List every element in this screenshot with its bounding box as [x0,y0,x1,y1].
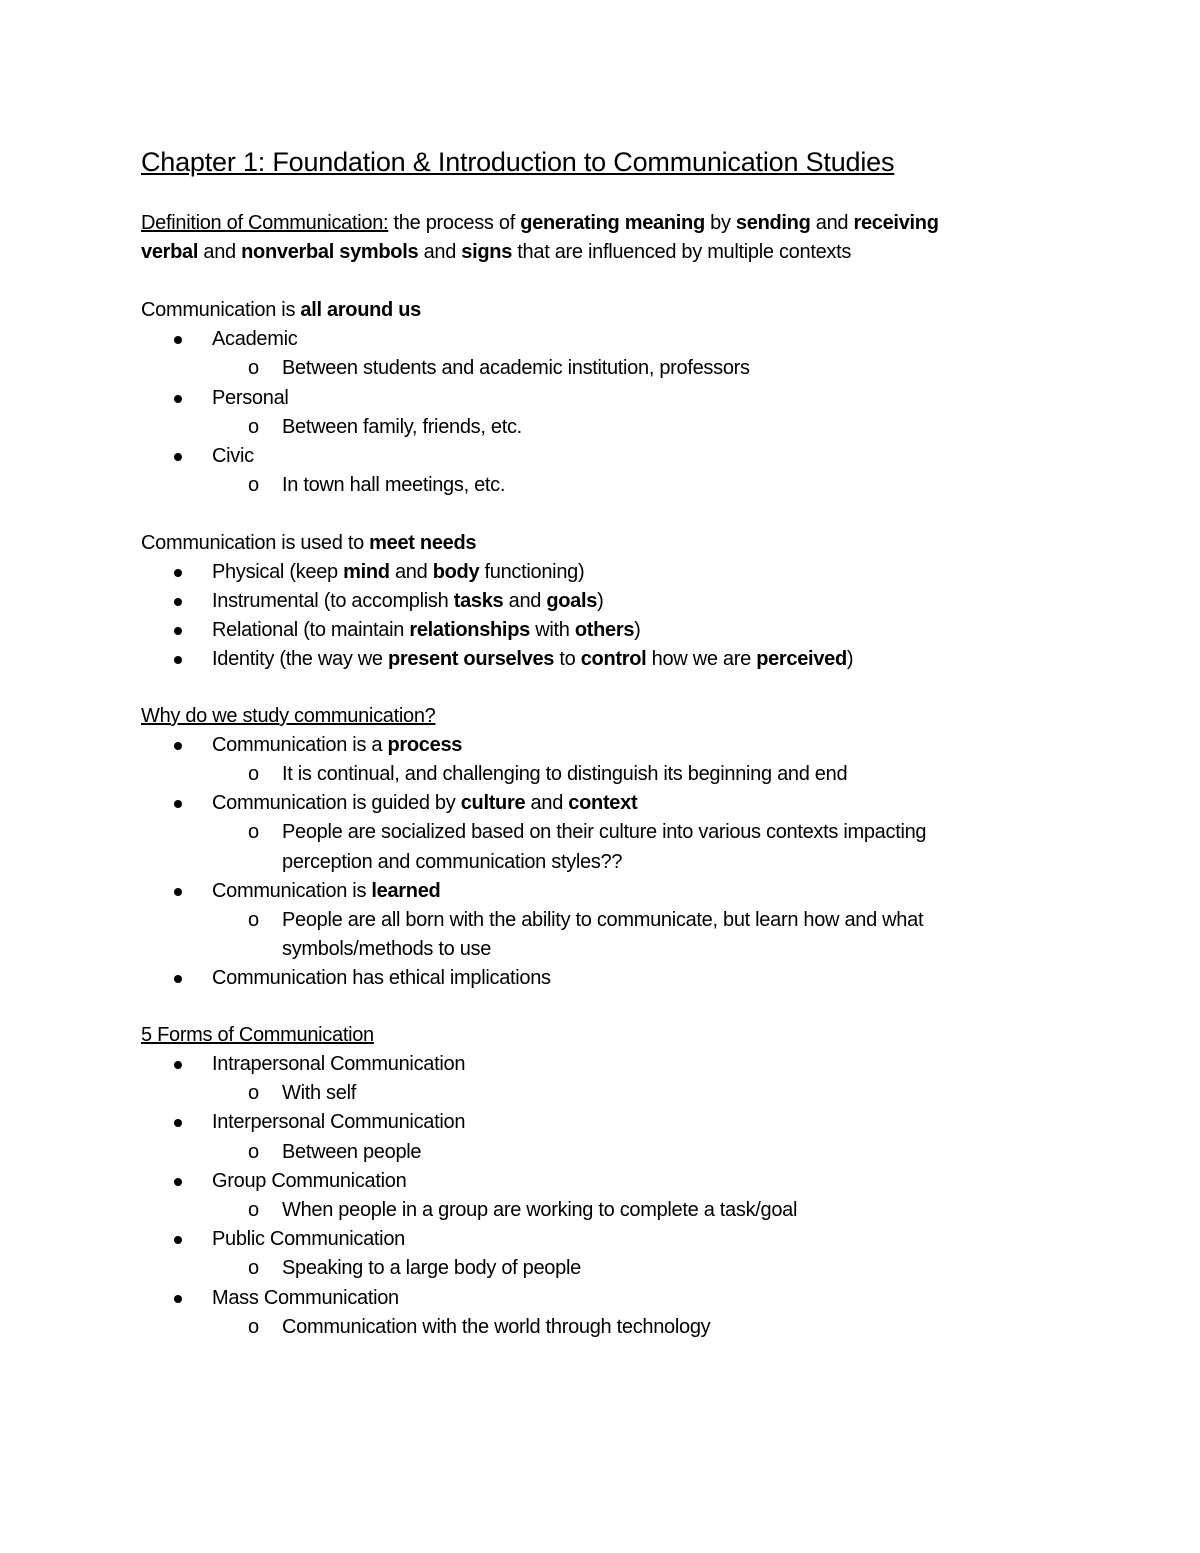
sub-list-item-label: In town hall meetings, etc. [282,474,506,496]
list-item [212,645,853,674]
bullet-icon [174,1119,182,1127]
sub-list-item [248,471,506,500]
bold-term: all around us [300,299,421,321]
sub-list-item-continuation: perception and communication styles?? [282,851,623,873]
bullet-icon [174,1061,182,1069]
text: and [810,212,854,234]
sub-list-item-label: Speaking to a large body of people [282,1257,581,1279]
text: Communication is guided by [212,792,461,814]
bold-term: learned [371,880,441,902]
list-item-label: Personal [212,387,289,409]
sub-list-item [248,760,848,789]
text: ) [634,619,641,641]
bullet-icon [174,656,182,664]
sub-list-item [248,413,522,442]
text: and [198,241,242,263]
sub-list-item-label: People are all born with the ability to communicate, but learn how and what [282,909,924,931]
bold-term: culture [460,792,526,814]
sub-list-item-label: Between students and academic institution, professors [282,357,750,379]
list-item-label: Civic [212,445,254,467]
bullet-icon [174,598,182,606]
bold-term: tasks [453,590,504,612]
sub-list-item [248,818,927,847]
text: Physical (keep [212,561,344,583]
bold-term: mind [343,561,390,583]
section-heading-forms: 5 Forms of Communication [141,1024,374,1046]
bold-term: signs [461,241,513,263]
sub-list-item-label: Between people [282,1141,422,1163]
bold-term: process [387,734,463,756]
circle-bullet-icon: o [248,1257,259,1279]
list-item [212,442,254,471]
list-item [212,1108,465,1137]
list-item-label: Interpersonal Communication [212,1111,466,1133]
text: and [389,561,433,583]
bold-term: goals [546,590,598,612]
text: ) [597,590,604,612]
text: the process of [388,212,521,234]
sub-list-item [248,354,750,383]
list-item [212,558,584,587]
list-item-label: Group Communication [212,1170,407,1192]
sub-list-item-continuation: symbols/methods to use [282,938,492,960]
sub-list-item-label: People are socialized based on their culture into various contexts impacting [282,821,927,843]
list-item [212,877,440,906]
bullet-icon [174,742,182,750]
list-item [212,587,603,616]
bold-term: nonverbal symbols [241,241,419,263]
sub-list-item [248,1313,711,1342]
bold-term: generating meaning [520,212,705,234]
list-item [212,1050,465,1079]
section-lead-needs [141,529,476,558]
bold-term: perceived [756,648,847,670]
bold-term: receiving [853,212,939,234]
circle-bullet-icon: o [248,474,259,496]
text: how we are [646,648,757,670]
sub-list-item-label: Communication with the world through technology [282,1316,711,1338]
sub-list-item [248,1196,798,1225]
definition-line-1 [141,209,939,238]
list-item [212,1225,405,1254]
text: by [704,212,736,234]
sub-list-item-label: It is continual, and challenging to distinguish its beginning and end [282,763,848,785]
text: to [554,648,581,670]
text: and [418,241,462,263]
bold-term: body [432,561,480,583]
list-item [212,1167,406,1196]
circle-bullet-icon: o [248,357,259,379]
list-item [212,1284,399,1313]
text: and [525,792,569,814]
list-item [212,964,551,993]
sub-list-item-label: With self [282,1082,356,1104]
definition-label: Definition of Communication: [141,212,389,234]
text: Communication is used to [141,532,370,554]
sub-list-item [248,906,924,935]
list-item [212,384,289,413]
section-lead-around [141,296,421,325]
sub-list-item [248,1138,422,1167]
bold-term: verbal [141,241,199,263]
list-item-label: Public Communication [212,1228,405,1250]
bullet-icon [174,888,182,896]
list-item [212,789,637,818]
sub-list-item-label: When people in a group are working to complete a task/goal [282,1199,798,1221]
text: Instrumental (to accomplish [212,590,454,612]
bold-term: meet needs [369,532,477,554]
bullet-icon [174,336,182,344]
bullet-icon [174,1295,182,1303]
text: and [503,590,547,612]
bullet-icon [174,1236,182,1244]
list-item [212,616,641,645]
circle-bullet-icon: o [248,416,259,438]
text: that are influenced by multiple contexts [512,241,852,263]
circle-bullet-icon: o [248,1141,259,1163]
bullet-icon [174,800,182,808]
circle-bullet-icon: o [248,821,259,843]
text: with [529,619,575,641]
circle-bullet-icon: o [248,763,259,785]
text: functioning) [479,561,585,583]
bold-term: control [580,648,647,670]
definition-line-2 [141,238,851,267]
list-item-label: Communication has ethical implications [212,967,551,989]
bold-term: context [568,792,638,814]
text: Relational (to maintain [212,619,410,641]
bold-term: sending [735,212,811,234]
text: Communication is [212,880,372,902]
text: ) [846,648,854,670]
circle-bullet-icon: o [248,1199,259,1221]
text: Identity (the way we [212,648,389,670]
list-item [212,731,462,760]
bullet-icon [174,569,182,577]
sub-list-item [248,1079,356,1108]
sub-list-item [248,1254,581,1283]
sub-list-item-label: Between family, friends, etc. [282,416,522,438]
bullet-icon [174,975,182,983]
bold-term: relationships [409,619,530,641]
circle-bullet-icon: o [248,1082,259,1104]
list-item-label: Intrapersonal Communication [212,1053,466,1075]
list-item-label: Mass Communication [212,1287,399,1309]
list-item-label: Academic [212,328,298,350]
section-heading-why: Why do we study communication? [141,705,436,727]
text: Communication is [141,299,301,321]
list-item [212,325,297,354]
bold-term: present ourselves [388,648,555,670]
bullet-icon [174,395,182,403]
circle-bullet-icon: o [248,909,259,931]
bullet-icon [174,627,182,635]
text: Communication is a [212,734,388,756]
page-title: Chapter 1: Foundation & Introduction to Communication Studies [141,147,895,177]
bullet-icon [174,453,182,461]
bullet-icon [174,1178,182,1186]
bold-term: others [574,619,635,641]
circle-bullet-icon: o [248,1316,259,1338]
